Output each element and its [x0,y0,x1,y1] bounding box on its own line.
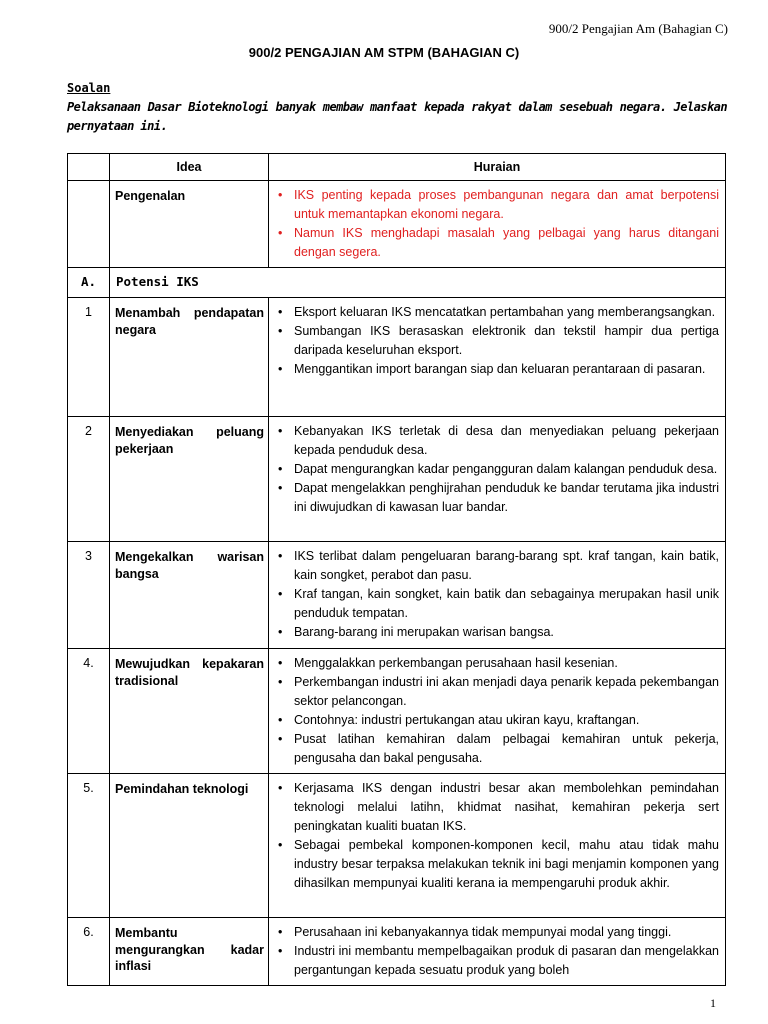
section-row [68,268,726,298]
bullet-icon: • [278,713,283,727]
bullet-point: • IKS penting kepada proses pembangunan negara dan amat berpotensi untuk memantapkan ekonomi negara. [278,188,719,221]
bullet-point: • Dapat mengelakkan penghijrahan penduduk ke bandar terutama jika industri ini diwujudkan di kawasan luar bandar. [278,481,719,514]
row-number: 2 [68,417,110,542]
bullet-point: • Contohnya: industri pertukangan atau ukiran kayu, kraftangan. [275,711,719,730]
bullet-point: • Sebagai pembekal komponen-komponen kecil, mahu atau tidak mahu industry besar terpaksa melakukan teknik ini bagi menjamin komponen yang dihasilkan mempunyai kualiti kerana ia mempengaruhi produk akhir. [278,838,719,890]
row-idea: Menyediakan peluang pekerjaan [110,417,269,542]
bullet-icon: • [278,925,283,939]
intro-detail [269,181,726,268]
row-detail [269,417,726,542]
row-detail [269,774,726,918]
page-number: 1 [710,996,716,1010]
intro-number [68,181,110,268]
bullet-point: • Kebanyakan IKS terletak di desa dan menyediakan peluang pekerjaan kepada penduduk desa. [278,424,719,457]
bullet-icon: • [278,732,283,746]
row-number: 5. [68,774,110,918]
intro-row [68,181,726,268]
row-number: 6. [68,918,110,986]
bullet-point: • Perkembangan industri ini akan menjadi daya penarik kepada pekembangan sektor pelancongan. [278,675,719,708]
header-huraian: Huraian [269,154,726,181]
table-row [68,774,726,918]
bullet-icon: • [278,481,283,495]
bullet-icon: • [278,324,283,338]
row-idea: Mengekalkan warisan bangsa [110,542,269,649]
bullet-point: • Menggantikan import barangan siap dan keluaran perantaraan di pasaran. [275,360,719,379]
bullet-icon: • [278,305,283,319]
table-row [68,918,726,986]
bullet-icon: • [278,462,283,476]
bullet-icon: • [278,944,283,958]
running-head: 900/2 Pengajian Am (Bahagian C) [548,21,728,36]
bullet-icon: • [278,424,283,438]
section-number: A. [68,268,110,298]
intro-idea: Pengenalan [110,181,269,268]
page-title: 900/2 PENGAJIAN AM STPM (BAHAGIAN C) [248,45,520,60]
row-number: 1 [68,298,110,417]
table-header-row [68,154,726,181]
bullet-point: • Pusat latihan kemahiran dalam pelbagai kemahiran untuk pekerja, pengusaha dan bakal pengusaha. [278,732,719,765]
answer-table [67,153,726,986]
bullet-point: • Eksport keluaran IKS mencatatkan pertambahan yang memberangsangkan. [275,303,719,322]
bullet-icon: • [278,625,283,639]
row-idea: Pemindahan teknologi [110,774,269,918]
row-number: 4. [68,649,110,774]
bullet-point: • IKS terlibat dalam pengeluaran barang-barang spt. kraf tangan, kain batik, kain songket, perabot dan pasu. [278,549,719,582]
question-label: Soalan [67,81,111,95]
section-title: Potensi IKS [110,268,726,298]
bullet-icon: • [278,838,283,852]
bullet-point: • Namun IKS menghadapi masalah yang pelbagai yang harus ditangani dengan segera. [278,226,719,259]
header-idea: Idea [110,154,269,181]
bullet-icon: • [278,226,283,240]
bullet-icon: • [278,656,283,670]
row-detail [269,649,726,774]
bullet-icon: • [278,188,283,202]
row-detail [269,918,726,986]
bullet-icon: • [278,675,283,689]
bullet-icon: • [278,781,283,795]
table-row [68,542,726,649]
bullet-icon: • [278,549,283,563]
bullet-point: • Menggalakkan perkembangan perusahaan hasil kesenian. [275,654,719,673]
bullet-point: • Barang-barang ini merupakan warisan bangsa. [275,623,719,642]
row-idea: Membantu mengurangkan kadar inflasi [110,918,269,986]
bullet-icon: • [278,587,283,601]
bullet-point: • Dapat mengurangkan kadar pengangguran dalam kalangan penduduk desa. [275,460,719,479]
question-text: Pelaksanaan Dasar Bioteknologi banyak membaw manfaat kepada rakyat dalam sesebuah negara. Jelaskan pernyataan ini. [67,100,727,133]
bullet-point: • Industri ini membantu mempelbagaikan produk di pasaran dan mengelakkan pergantungan kepada sesuatu produk yang boleh [278,944,719,977]
bullet-point: • Perusahaan ini kebanyakannya tidak mempunyai modal yang tinggi. [275,923,719,942]
intro-points [275,186,719,262]
table-row [68,298,726,417]
row-idea: Menambah pendapatan negara [110,298,269,417]
bullet-point: • Kerjasama IKS dengan industri besar akan membolehkan pemindahan teknologi melalui latihn, khidmat nasihat, kemahiran pekerja sert peningkatan kualiti buatan IKS. [278,781,719,833]
row-idea: Mewujudkan kepakaran tradisional [110,649,269,774]
table-row [68,417,726,542]
bullet-point: • Kraf tangan, kain songket, kain batik dan sebagainya merupakan hasil unik penduduk tempatan. [278,587,719,620]
bullet-point: • Sumbangan IKS berasaskan elektronik dan tekstil hampir dua pertiga daripada keseluruhan eksport. [278,324,719,357]
row-number: 3 [68,542,110,649]
table-row [68,649,726,774]
row-detail [269,542,726,649]
bullet-icon: • [278,362,283,376]
header-blank [68,154,110,181]
row-detail [269,298,726,417]
